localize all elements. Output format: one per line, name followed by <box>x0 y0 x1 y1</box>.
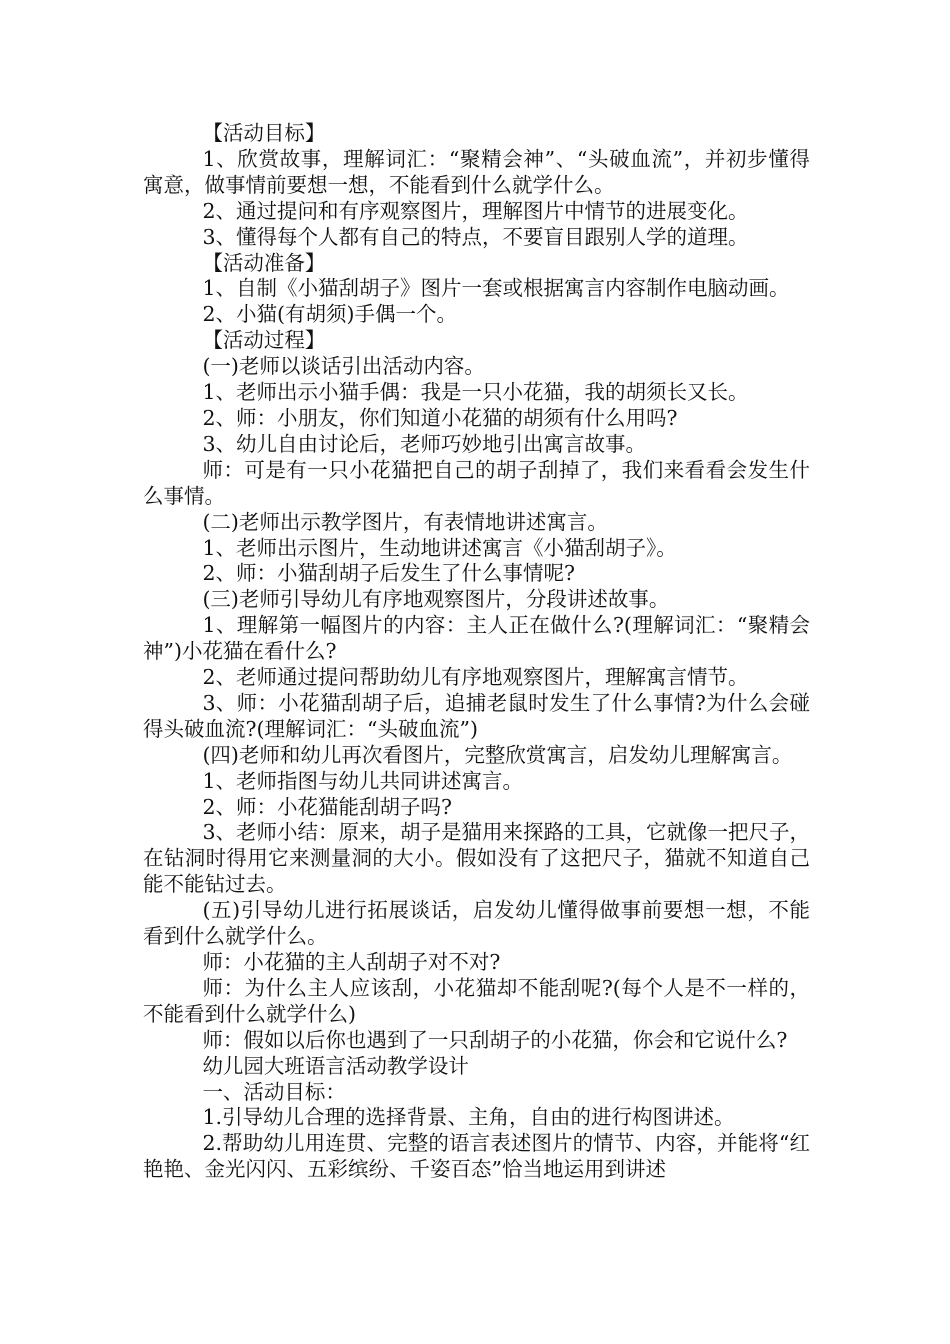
paragraph: 2、小猫(有胡须)手偶一个。 <box>202 302 457 327</box>
paragraph: 1、理解第一幅图片的内容：主人正在做什么?(理解词汇：“聚精会神”)小花猫在看什么? <box>143 613 810 664</box>
paragraph: (五)引导幼儿进行拓展谈话，启发幼儿懂得做事前要想一想，不能看到什么就学什么。 <box>143 898 810 949</box>
paragraph: 1、欣赏故事，理解词汇：“聚精会神”、“头破血流”，并初步懂得寓意，做事情前要想一想，不能看到什么就学什么。 <box>143 146 810 197</box>
paragraph: 3、师：小花猫刮胡子后，追捕老鼠时发生了什么事情?为什么会碰得头破血流?(理解词汇：“头破血流”) <box>143 690 810 741</box>
paragraph: 1、老师出示小猫手偶：我是一只小花猫，我的胡须长又长。 <box>202 380 749 405</box>
paragraph: 3、幼儿自由讨论后，老师巧妙地引出寓言故事。 <box>202 431 646 456</box>
paragraph: 1、老师出示图片，生动地讲述寓言《小猫刮胡子》。 <box>202 535 677 560</box>
paragraph: (一)老师以谈话引出活动内容。 <box>202 354 485 379</box>
paragraph: 一、活动目标： <box>202 1079 346 1104</box>
section-title: 幼儿园大班语言活动教学设计 <box>202 1053 469 1078</box>
paragraph: 师：小花猫的主人刮胡子对不对? <box>202 950 501 974</box>
paragraph: 师：可是有一只小花猫把自己的胡子刮掉了，我们来看看会发生什么事情。 <box>143 457 810 508</box>
paragraph: 2、通过提问和有序观察图片，理解图片中情节的进展变化。 <box>202 198 749 223</box>
paragraph: (四)老师和幼儿再次看图片，完整欣赏寓言，启发幼儿理解寓言。 <box>202 742 793 767</box>
paragraph: 1.引导幼儿合理的选择背景、主角，自由的进行构图讲述。 <box>202 1105 735 1130</box>
paragraph: 2、师：小猫刮胡子后发生了什么事情呢? <box>202 561 575 586</box>
paragraph: 3、懂得每个人都有自己的特点，不要盲目跟别人学的道理。 <box>202 224 749 249</box>
paragraph: 3、老师小结：原来，胡子是猫用来探路的工具，它就像一把尺子，在钻洞时得用它来测量洞的大小。假如没有了这把尺子，猫就不知道自己能不能钻过去。 <box>143 820 810 897</box>
paragraph: 2.帮助幼儿用连贯、完整的语言表述图片的情节、内容，并能将“红艳艳、金光闪闪、五彩缤纷、千姿百态”恰当地运用到讲述 <box>143 1131 810 1182</box>
document-body <box>143 121 810 1183</box>
paragraph: (二)老师出示教学图片，有表情地讲述寓言。 <box>202 509 608 534</box>
paragraph: 2、老师通过提问帮助幼儿有序地观察图片，理解寓言情节。 <box>202 665 749 690</box>
paragraph: 1、自制《小猫刮胡子》图片一套或根据寓言内容制作电脑动画。 <box>202 276 790 301</box>
paragraph: 2、师：小朋友，你们知道小花猫的胡须有什么用吗? <box>202 405 678 430</box>
heading-activity-preparation: 【活动准备】 <box>202 250 326 275</box>
paragraph: (三)老师引导幼儿有序地观察图片，分段讲述故事。 <box>202 587 670 612</box>
heading-activity-process: 【活动过程】 <box>202 328 326 353</box>
paragraph: 师：为什么主人应该刮，小花猫却不能刮呢?(每个人是不一样的，不能看到什么就学什么) <box>143 975 810 1026</box>
heading-activity-goals: 【活动目标】 <box>202 121 326 145</box>
paragraph: 2、师：小花猫能刮胡子吗? <box>202 794 452 819</box>
paragraph: 1、老师指图与幼儿共同讲述寓言。 <box>202 768 523 793</box>
paragraph: 师：假如以后你也遇到了一只刮胡子的小花猫，你会和它说什么? <box>202 1027 788 1052</box>
